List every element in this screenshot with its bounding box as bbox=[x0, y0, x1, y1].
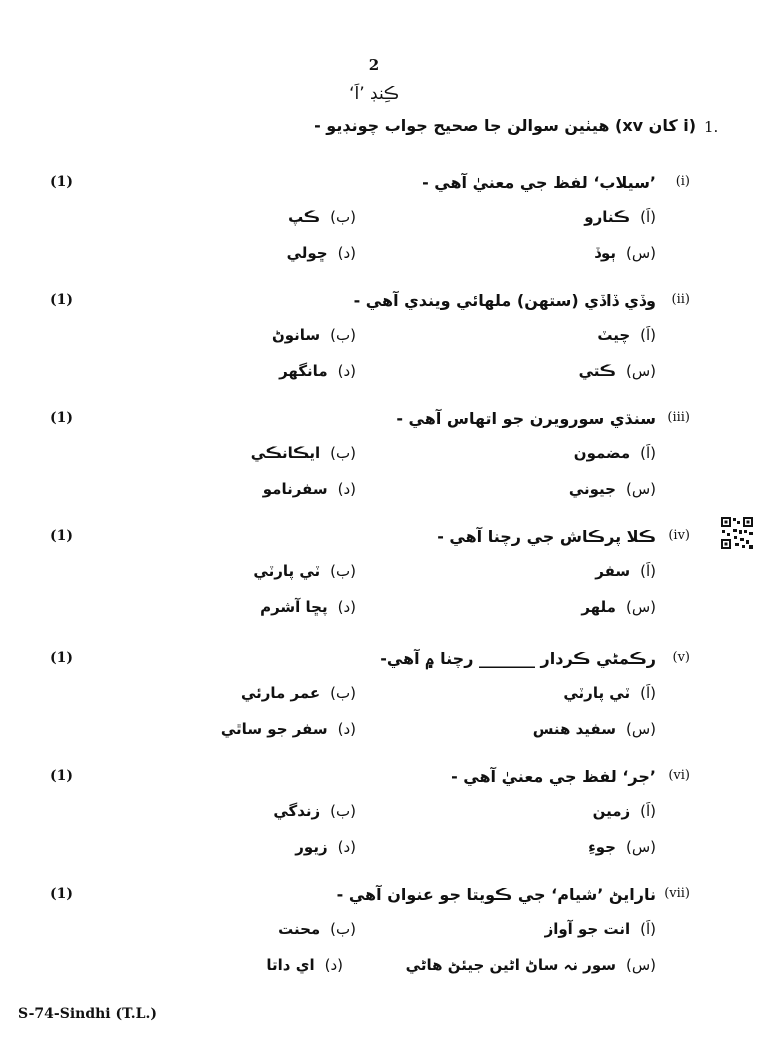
option-b bbox=[251, 444, 356, 462]
option-text: ڪپ bbox=[288, 208, 321, 226]
option-label: (اَ) bbox=[640, 444, 656, 462]
option-text: ايڪانڪي bbox=[250, 444, 321, 462]
option-text: ٽي پارٽي bbox=[563, 684, 631, 702]
option-label: (د) bbox=[337, 480, 356, 498]
option-text: پڇا آشرم bbox=[260, 598, 328, 616]
qr-code-icon bbox=[720, 516, 754, 550]
option-label: (د) bbox=[337, 244, 356, 262]
marks: (1) bbox=[50, 768, 73, 784]
question-text: وڏي ڏاڏي (ستهن) ملهائي ويندي آهي - bbox=[353, 291, 656, 310]
option-d bbox=[266, 956, 343, 974]
marks: (1) bbox=[50, 528, 73, 544]
question-text: سنڌي سورويرن جو اتهاس آهي - bbox=[396, 409, 656, 428]
option-text: انت جو آواز bbox=[544, 920, 631, 938]
option-a bbox=[574, 444, 656, 462]
sub-question-number: (vi) bbox=[668, 768, 690, 783]
option-label: (س) bbox=[625, 480, 656, 498]
option-text: ڇولي bbox=[286, 244, 328, 262]
question-text: ڪلا پرڪاش جي رچنا آهي - bbox=[437, 527, 656, 546]
option-text: زيور bbox=[295, 838, 328, 856]
option-a bbox=[584, 208, 656, 226]
option-label: (س) bbox=[625, 362, 656, 380]
option-label: (اَ) bbox=[640, 326, 656, 344]
option-b bbox=[288, 208, 356, 226]
option-text: ڪتي bbox=[578, 362, 616, 380]
option-label: (اَ) bbox=[640, 920, 656, 938]
option-a bbox=[593, 802, 656, 820]
option-c bbox=[406, 956, 656, 974]
option-text: سور نہ ساڻ اڻين جيئڻ هاڻي bbox=[405, 956, 616, 974]
option-c bbox=[594, 244, 656, 262]
option-text: ڪنارو bbox=[584, 208, 631, 226]
option-a bbox=[597, 326, 656, 344]
option-label: (اَ) bbox=[640, 802, 656, 820]
section-title: ڪِنڊ ’اَ‘ bbox=[349, 84, 399, 104]
option-text: زندگي bbox=[273, 802, 321, 820]
option-d bbox=[260, 598, 356, 616]
question-text: ’جر‘ لفظ جي معنيٰ آهي - bbox=[451, 767, 656, 786]
footer-code: S-74-Sindhi (T.L.) bbox=[18, 1006, 157, 1022]
option-text: سفيد هنس bbox=[532, 720, 616, 738]
option-text: چيٽ bbox=[597, 326, 631, 344]
option-d bbox=[295, 838, 356, 856]
sub-question-number: (ii) bbox=[671, 292, 690, 307]
option-b bbox=[253, 562, 356, 580]
option-label: (ب) bbox=[330, 684, 356, 702]
marks: (1) bbox=[50, 650, 73, 666]
option-c bbox=[581, 598, 656, 616]
option-text: ٽي پارٽي bbox=[253, 562, 321, 580]
option-text: محنت bbox=[278, 920, 321, 938]
option-d bbox=[263, 480, 356, 498]
option-b bbox=[241, 684, 356, 702]
question-text: رڪمڻي ڪردار _______ رچنا ۾ آهي- bbox=[380, 649, 656, 668]
option-label: (ب) bbox=[330, 326, 356, 344]
option-b bbox=[272, 326, 356, 344]
option-label: (د) bbox=[337, 362, 356, 380]
option-c bbox=[588, 838, 656, 856]
option-b bbox=[273, 802, 356, 820]
option-label: (س) bbox=[625, 244, 656, 262]
option-label: (ب) bbox=[330, 920, 356, 938]
question-text: ’سيلاب‘ لفظ جي معنيٰ آهي - bbox=[422, 173, 656, 192]
marks: (1) bbox=[50, 886, 73, 902]
option-label: (د) bbox=[337, 720, 356, 738]
option-d bbox=[287, 244, 356, 262]
option-text: مضمون bbox=[573, 444, 631, 462]
option-label: (س) bbox=[625, 838, 656, 856]
option-label: (اَ) bbox=[640, 208, 656, 226]
option-text: سفر bbox=[595, 562, 631, 580]
option-text: اي داتا bbox=[266, 956, 315, 974]
option-label: (اَ) bbox=[640, 684, 656, 702]
marks: (1) bbox=[50, 174, 73, 190]
option-a bbox=[545, 920, 656, 938]
option-label: (د) bbox=[324, 956, 343, 974]
option-text: مانگهر bbox=[279, 362, 328, 380]
option-text: عمر مارئي bbox=[240, 684, 321, 702]
sub-question-number: (i) bbox=[675, 174, 690, 189]
option-label: (د) bbox=[337, 838, 356, 856]
option-label: (اَ) bbox=[640, 562, 656, 580]
option-d bbox=[221, 720, 356, 738]
option-label: (ب) bbox=[330, 562, 356, 580]
option-label: (ب) bbox=[330, 444, 356, 462]
question-text: نارايڻ ’شيام‘ جي ڪويتا جو عنوان آهي - bbox=[336, 885, 656, 904]
option-text: ملهر bbox=[581, 598, 616, 616]
page-number: 2 bbox=[368, 56, 380, 74]
option-text: ٻوڏ bbox=[594, 244, 616, 262]
sub-question-number: (iii) bbox=[667, 410, 690, 425]
option-text: سفرنامو bbox=[262, 480, 328, 498]
sub-question-number: (v) bbox=[672, 650, 690, 665]
option-c bbox=[579, 362, 656, 380]
option-text: سانوڻ bbox=[271, 326, 321, 344]
option-label: (س) bbox=[625, 956, 656, 974]
option-label: (د) bbox=[337, 598, 356, 616]
option-text: جوءِ bbox=[588, 838, 616, 856]
marks: (1) bbox=[50, 292, 73, 308]
option-text: سفر جو ساٿي bbox=[220, 720, 328, 738]
option-label: (ب) bbox=[330, 802, 356, 820]
option-b bbox=[278, 920, 356, 938]
marks: (1) bbox=[50, 410, 73, 426]
option-c bbox=[569, 480, 656, 498]
option-label: (س) bbox=[625, 720, 656, 738]
option-text: زمين bbox=[592, 802, 631, 820]
sub-question-number: (vii) bbox=[664, 886, 690, 901]
question-number: 1. bbox=[704, 118, 719, 136]
option-text: جيوني bbox=[568, 480, 616, 498]
option-c bbox=[533, 720, 656, 738]
option-a bbox=[563, 684, 656, 702]
instruction: (i کان xv) هيٺين سوالن جا صحيح جواب چونڊيو - bbox=[314, 116, 696, 135]
option-d bbox=[279, 362, 356, 380]
option-a bbox=[595, 562, 656, 580]
option-label: (س) bbox=[625, 598, 656, 616]
sub-question-number: (iv) bbox=[668, 528, 690, 543]
option-label: (ب) bbox=[330, 208, 356, 226]
